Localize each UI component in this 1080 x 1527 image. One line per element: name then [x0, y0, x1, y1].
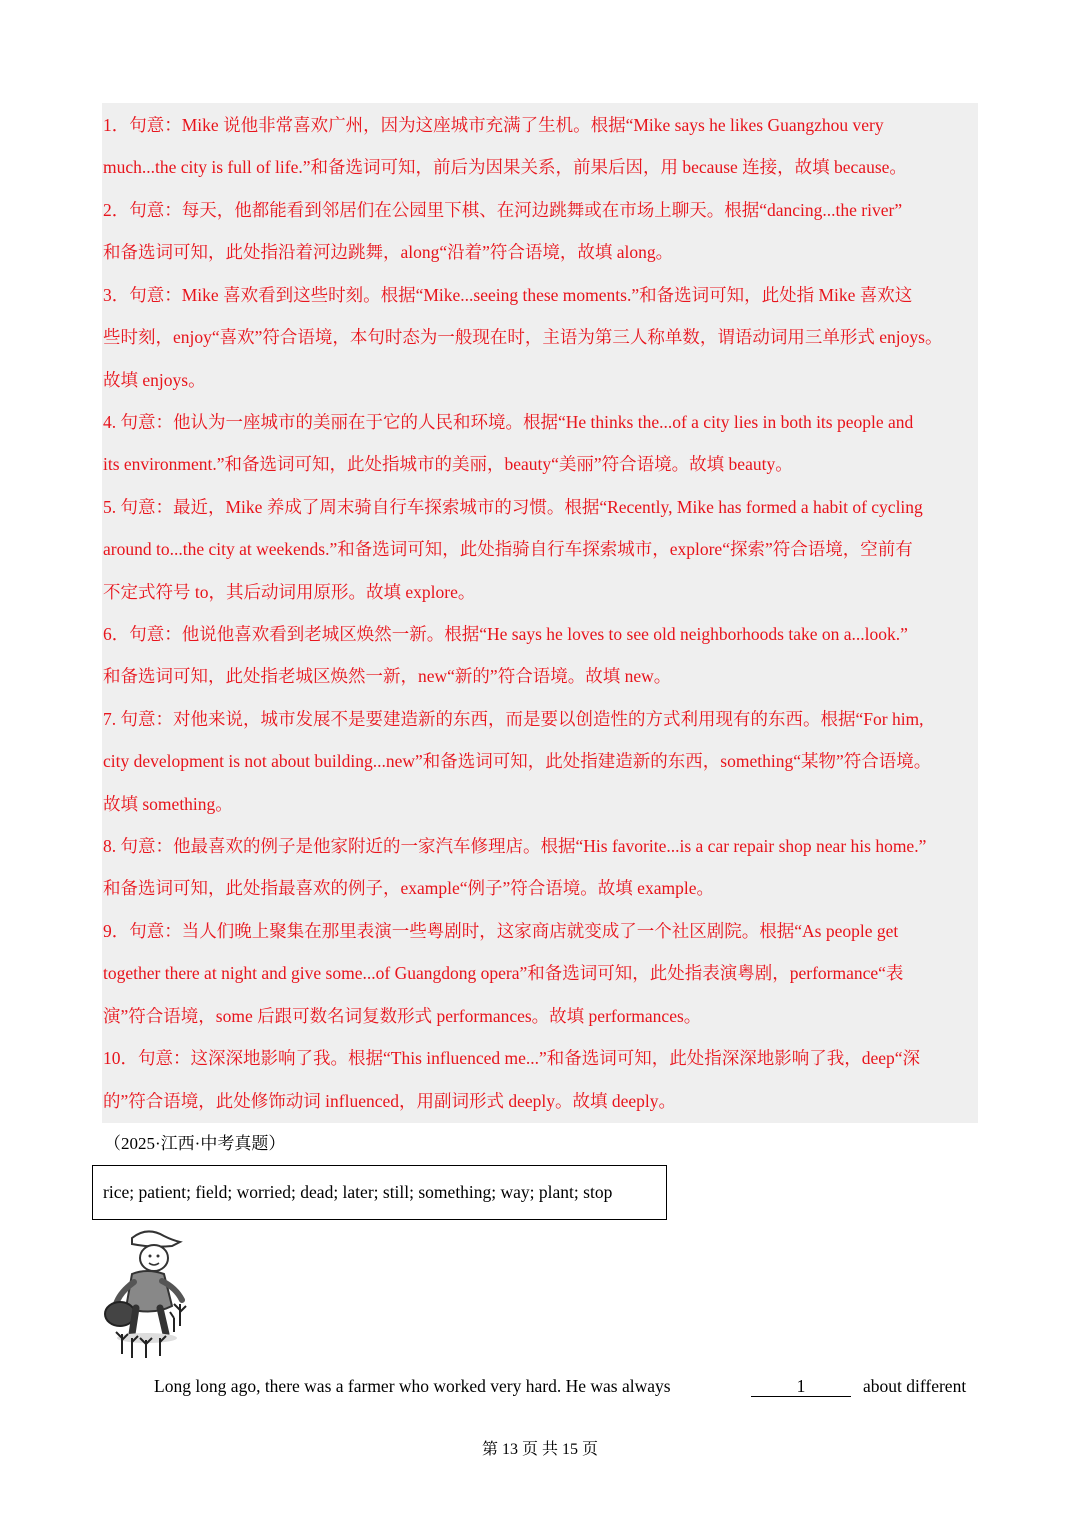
answer-line: 不定式符号 to，其后动词用原形。故填 explore。 — [103, 582, 476, 602]
answer-line: 和备选词可知，此处指最喜欢的例子，example“例子”符合语境。故填 example。 — [103, 878, 714, 898]
word-bank-text: rice; patient; field; worried; dead; later; still; something; way; plant; stop — [103, 1182, 613, 1202]
answer-line: 4. 句意：他认为一座城市的美丽在于它的人民和环境。根据“He thinks the...of a city lies in both its people and — [103, 412, 914, 432]
answer-line: much...the city is full of life.”和备选词可知，前后为因果关系，前果后因，用 because 连接，故填 because。 — [103, 157, 907, 177]
farmer-planting-rice-icon — [102, 1226, 197, 1361]
answer-line: around to...the city at weekends.”和备选词可知，此处指骑自行车探索城市，explore“探索”符合语境，空前有 — [103, 539, 913, 559]
passage-text-start: Long long ago, there was a farmer who worked very hard. He was always — [154, 1376, 671, 1396]
answer-line: 故填 enjoys。 — [103, 370, 206, 390]
question-source: （2025·江西·中考真题） — [104, 1134, 286, 1153]
answer-line: 9．句意：当人们晚上聚集在那里表演一些粤剧时，这家商店就变成了一个社区剧院。根据“As people get — [103, 921, 899, 941]
answer-line: 和备选词可知，此处指沿着河边跳舞，along“沿着”符合语境，故填 along。 — [103, 242, 674, 262]
passage-text-end: about different — [863, 1376, 967, 1396]
answer-line: 故填 something。 — [103, 794, 233, 814]
answer-line: together there at night and give some...of Guangdong opera”和备选词可知，此处指表演粤剧，performance“表 — [103, 963, 904, 983]
word-bank-box — [92, 1165, 667, 1220]
answer-line: 和备选词可知，此处指老城区焕然一新，new“新的”符合语境。故填 new。 — [103, 666, 672, 686]
answer-line: 2．句意：每天，他都能看到邻居们在公园里下棋、在河边跳舞或在市场上聊天。根据“dancing...the river” — [103, 200, 903, 220]
answer-line: its environment.”和备选词可知，此处指城市的美丽，beauty“美丽”符合语境。故填 beauty。 — [103, 454, 793, 474]
answer-line: 8. 句意：他最喜欢的例子是他家附近的一家汽车修理店。根据“His favorite...is a car repair shop near his home.” — [103, 836, 927, 856]
answer-line: 演”符合语境，some 后跟可数名词复数形式 performances。故填 performances。 — [103, 1006, 702, 1026]
answer-line: 些时刻，enjoy“喜欢”符合语境，本句时态为一般现在时，主语为第三人称单数，谓语动词用三单形式 enjoys。 — [103, 327, 943, 347]
blank-1: 1 — [751, 1376, 851, 1397]
answer-line: city development is not about building...new”和备选词可知，此处指建造新的东西，something“某物”符合语境。 — [103, 751, 932, 771]
answer-line: 1．句意：Mike 说他非常喜欢广州，因为这座城市充满了生机。根据“Mike says he likes Guangzhou very — [103, 115, 884, 135]
answer-line: 6．句意：他说他喜欢看到老城区焕然一新。根据“He says he loves to see old neighborhoods take on a...look.” — [103, 624, 908, 644]
answer-line: 3．句意：Mike 喜欢看到这些时刻。根据“Mike...seeing these moments.”和备选词可知，此处指 Mike 喜欢这 — [103, 285, 913, 305]
page-footer: 第 13 页 共 15 页 — [481, 1441, 598, 1458]
answer-line: 10．句意：这深深地影响了我。根据“This influenced me...”和备选词可知，此处指深深地影响了我，deep“深 — [103, 1048, 921, 1068]
answer-line: 5. 句意：最近，Mike 养成了周末骑自行车探索城市的习惯。根据“Recently, Mike has formed a habit of cycling — [103, 497, 923, 517]
answer-line: 7. 句意：对他来说，城市发展不是要建造新的东西，而是要以创造性的方式利用现有的东西。根据“For him, — [103, 709, 924, 729]
answer-line: 的”符合语境，此处修饰动词 influenced，用副词形式 deeply。故填 deeply。 — [103, 1091, 677, 1111]
